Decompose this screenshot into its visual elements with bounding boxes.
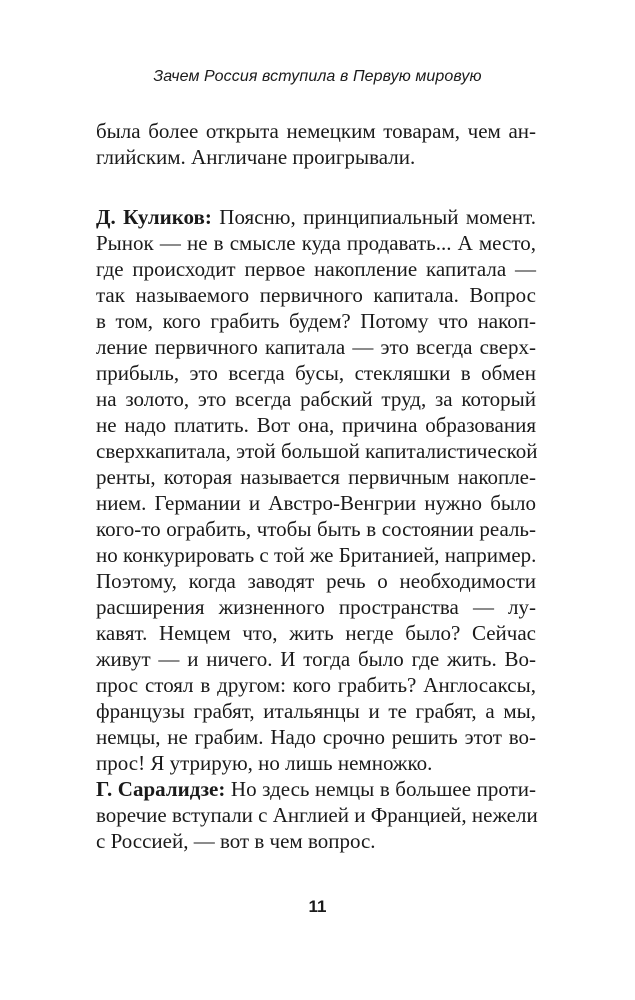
line-text: Поясню, принципиальный момент.	[211, 205, 536, 229]
text-line: живут — и ничего. И тогда было где жить. Во-	[96, 647, 536, 671]
text-line: была более открыта немецким товарам, чем ан-	[96, 119, 536, 143]
paragraph-saralidze	[96, 776, 536, 854]
text-line: Рынок — не в смысле куда продавать... А место,	[96, 231, 536, 255]
text-line: ление первичного капитала — это всегда сверх-	[96, 335, 536, 359]
text-line	[96, 204, 536, 230]
running-head: Зачем Россия вступила в Первую мировую	[153, 68, 482, 85]
text-line: кавят. Немцем что, жить негде было? Сейчас	[96, 621, 536, 645]
text-line: в том, кого грабить будем? Потому что накоп-	[96, 309, 536, 333]
text-line: нием. Германии и Австро-Венгрии нужно было	[96, 491, 536, 515]
text-line: не надо платить. Вот она, причина образования	[96, 413, 536, 437]
text-line: немцы, не грабим. Надо срочно решить этот во-	[96, 725, 536, 749]
text-line	[96, 776, 536, 802]
text-line: глийским. Англичане проигрывали.	[96, 145, 416, 169]
text-line: так называемого первичного капитала. Вопрос	[96, 283, 536, 307]
speaker-name: Д. Куликов:	[96, 205, 212, 229]
text-line: прибыль, это всегда бусы, стекляшки в обмен	[96, 361, 536, 385]
text-line: расширения жизненного пространства — лу-	[96, 595, 536, 619]
speaker-name: Г. Саралидзе:	[96, 777, 226, 801]
paragraph-continuation	[96, 118, 536, 170]
text-line: но конкурировать с той же Британией, например.	[96, 543, 537, 567]
line-text: Но здесь немцы в большее проти-	[225, 777, 536, 801]
text-line: французы грабят, итальянцы и те грабят, а мы,	[96, 699, 536, 723]
paragraph-kulikov	[96, 204, 536, 776]
text-line: прос! Я утрирую, но лишь немножко.	[96, 751, 433, 775]
text-line: сверхкапитала, этой большой капиталистической	[96, 439, 538, 463]
text-line: воречие вступали с Англией и Францией, нежели	[96, 803, 538, 827]
page-number: 11	[308, 897, 327, 916]
text-line: на золото, это всегда рабский труд, за который	[96, 387, 536, 411]
text-line: ренты, которая называется первичным накопле-	[96, 465, 536, 489]
text-line: Поэтому, когда заводят речь о необходимости	[96, 569, 536, 593]
text-line: с Россией, — вот в чем вопрос.	[96, 829, 376, 853]
text-line: где происходит первое накопление капитала —	[96, 257, 536, 281]
text-line: прос стоял в другом: кого грабить? Англосаксы,	[96, 673, 536, 697]
text-line: кого-то ограбить, чтобы быть в состоянии реаль-	[96, 517, 536, 541]
